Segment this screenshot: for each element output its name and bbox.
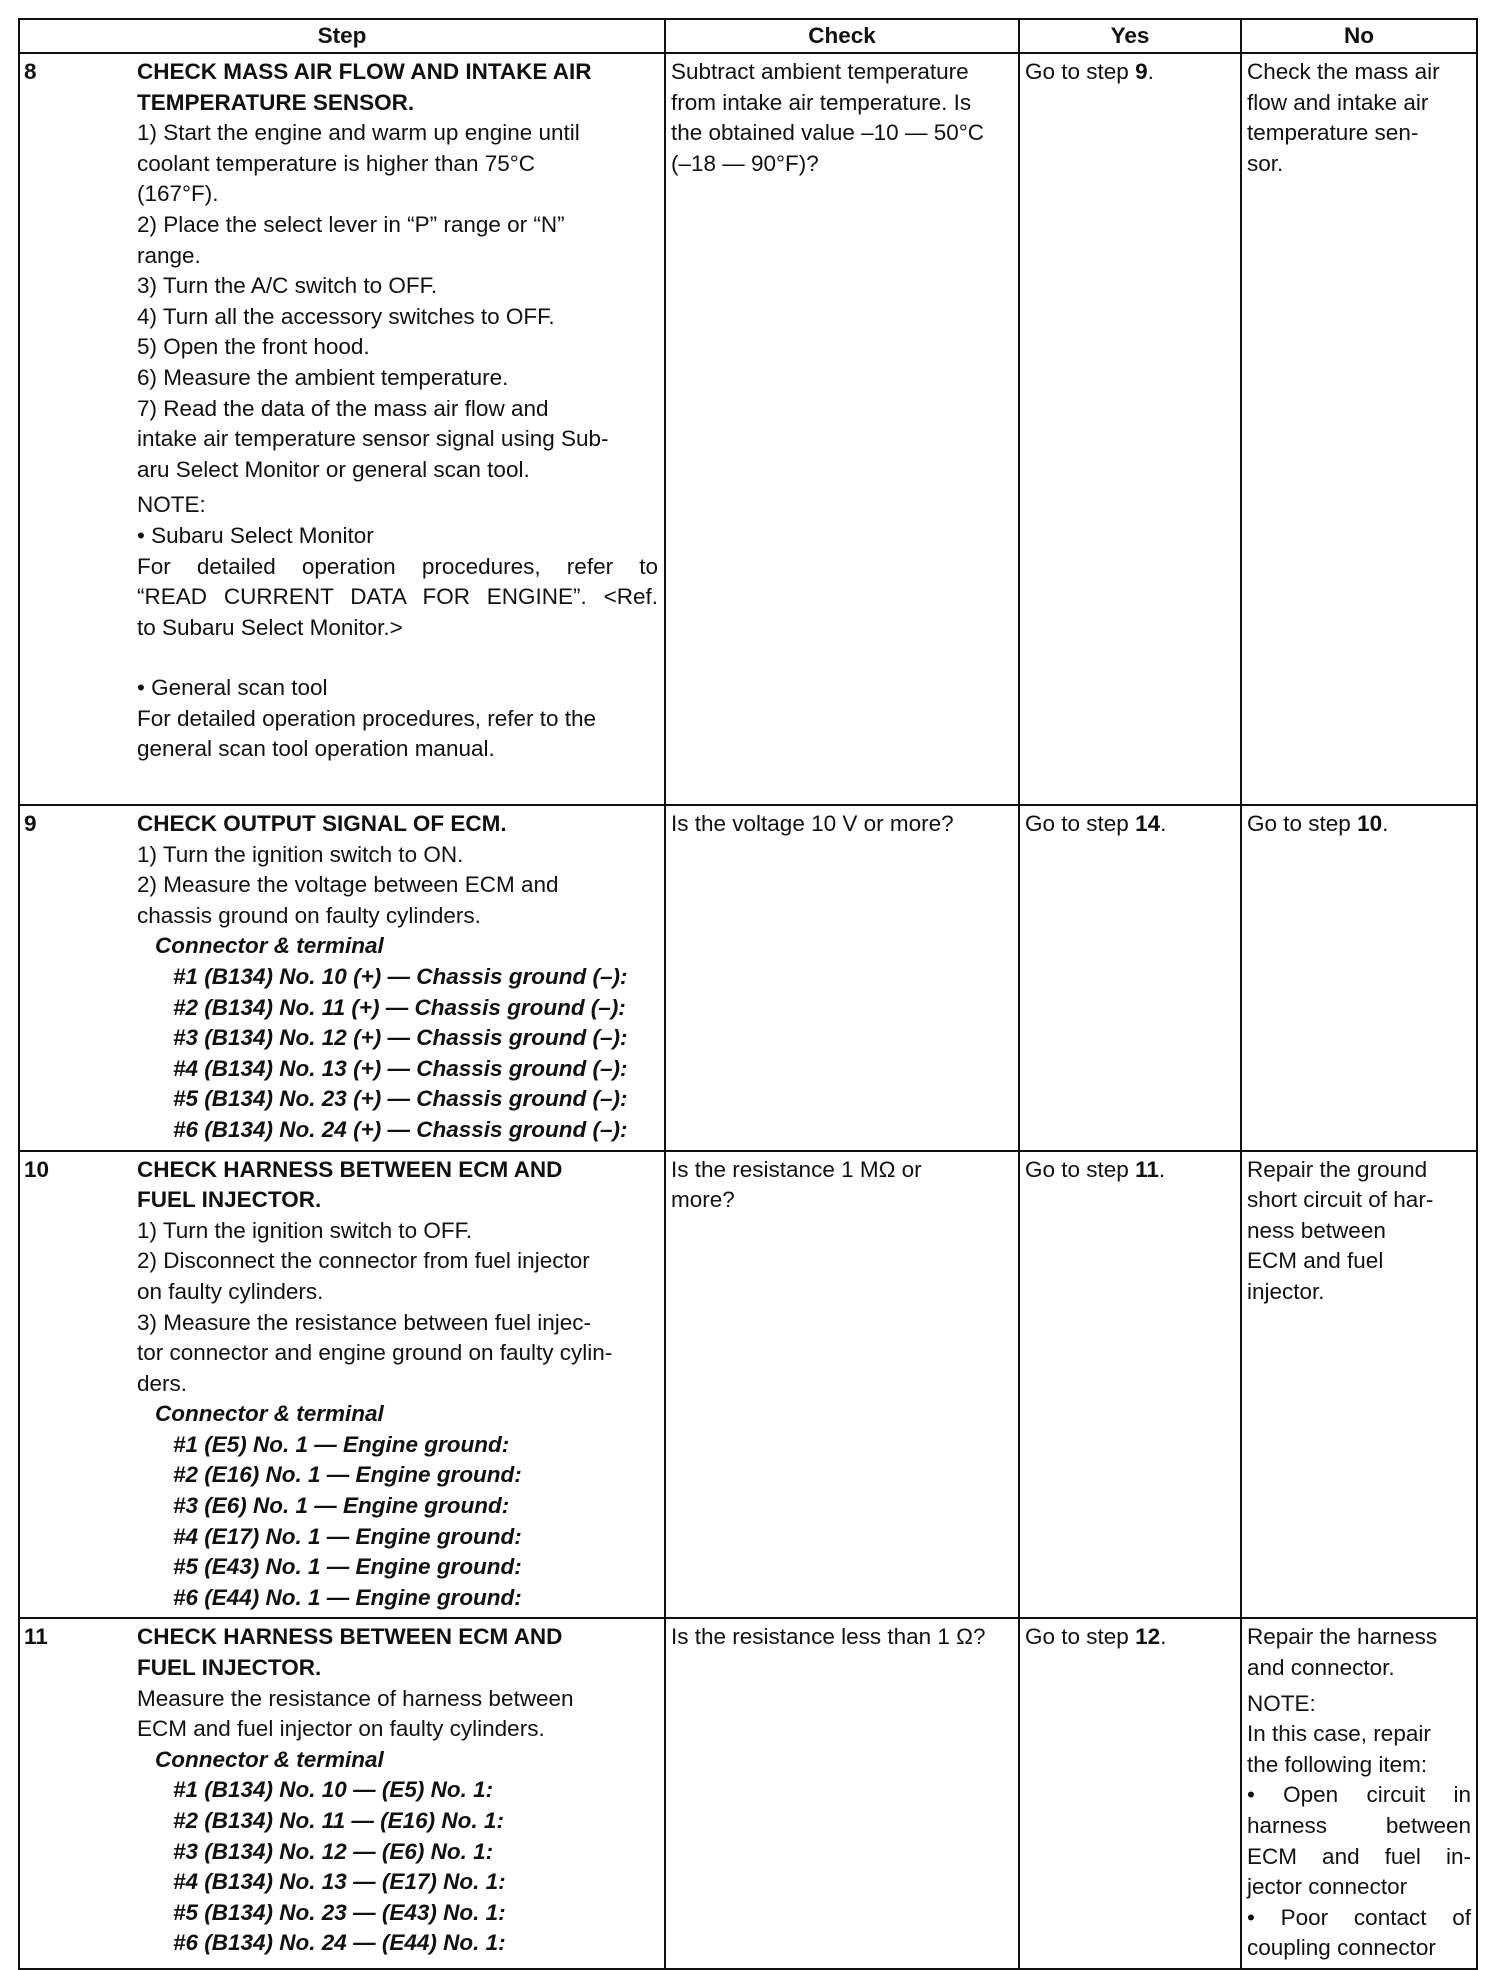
step-instruction: Measure the resistance of harness between xyxy=(137,1685,574,1711)
table-row-step-9 xyxy=(19,805,1477,1151)
no-text: Repair the harness xyxy=(1247,1624,1438,1650)
yes-step-link[interactable]: 14 xyxy=(1135,811,1161,836)
step-instruction: 5) Open the front hood. xyxy=(137,334,370,360)
step-cell xyxy=(19,1618,665,1969)
connector-terminal: #4 (B134) No. 13 (+) — Chassis ground (–): xyxy=(173,1055,628,1081)
connector-terminal: #3 (B134) No. 12 — (E6) No. 1: xyxy=(173,1838,494,1864)
yes-cell xyxy=(1019,53,1241,805)
step-instruction: 1) Turn the ignition switch to OFF. xyxy=(137,1217,473,1243)
check-cell xyxy=(665,1151,1019,1619)
note-bullet: • General scan tool xyxy=(137,675,328,701)
yes-step-link[interactable]: 11 xyxy=(1135,1156,1159,1182)
diagnostic-table xyxy=(18,18,1478,1970)
no-note-text: • Open circuit in xyxy=(1247,1782,1471,1808)
no-text: flow and intake air xyxy=(1247,89,1429,115)
no-text: ECM and fuel xyxy=(1247,1248,1384,1274)
step-number: 11 xyxy=(24,1624,48,1650)
header-no: No xyxy=(1241,19,1477,53)
check-text: (–18 — 90°F)? xyxy=(671,150,819,176)
spacer xyxy=(137,643,658,673)
step-body xyxy=(137,54,664,769)
step-instruction: 6) Measure the ambient temperature. xyxy=(137,364,509,390)
yes-step-link[interactable]: 9 xyxy=(1135,59,1148,84)
step-instruction: 1) Turn the ignition switch to ON. xyxy=(137,841,464,867)
step-number: 8 xyxy=(24,59,37,84)
step-instruction: ECM and fuel injector on faulty cylinders. xyxy=(137,1716,545,1742)
step-instruction: aru Select Monitor or general scan tool. xyxy=(137,456,530,482)
no-note-text: jector connector xyxy=(1247,1874,1408,1900)
step-title: CHECK HARNESS BETWEEN ECM AND xyxy=(137,1624,563,1650)
check-text: Subtract ambient temperature xyxy=(671,59,969,84)
connector-terminal: #2 (B134) No. 11 — (E16) No. 1: xyxy=(173,1808,504,1833)
step-instruction: 3) Turn the A/C switch to OFF. xyxy=(137,273,438,299)
step-instruction: chassis ground on faulty cylinders. xyxy=(137,902,481,928)
step-instruction: intake air temperature sensor signal using Sub- xyxy=(137,426,609,452)
no-note-text: the following item: xyxy=(1247,1751,1428,1777)
yes-suffix: . xyxy=(1158,1156,1166,1182)
connector-terminal: #2 (B134) No. 11 (+) — Chassis ground (–): xyxy=(173,994,626,1020)
step-title: CHECK HARNESS BETWEEN ECM AND xyxy=(137,1156,563,1182)
yes-suffix: . xyxy=(1147,59,1154,84)
no-text: ness between xyxy=(1247,1217,1386,1243)
step-body xyxy=(137,1152,664,1618)
no-note-text: coupling connector xyxy=(1247,1935,1436,1961)
note-detail: For detailed operation procedures, refer to xyxy=(137,553,658,579)
yes-suffix: . xyxy=(1160,811,1167,836)
step-title: CHECK MASS AIR FLOW AND INTAKE AIR xyxy=(137,59,592,84)
step-title: FUEL INJECTOR. xyxy=(137,1187,322,1213)
connector-terminal: #1 (B134) No. 10 (+) — Chassis ground (–): xyxy=(173,963,628,989)
note-detail: “READ CURRENT DATA FOR ENGINE”. <Ref. xyxy=(137,584,658,610)
connector-terminal: #1 (B134) No. 10 — (E5) No. 1: xyxy=(173,1777,494,1803)
no-cell xyxy=(1241,805,1477,1151)
no-text: short circuit of har- xyxy=(1247,1187,1434,1213)
table-row-step-8 xyxy=(19,53,1477,805)
step-number: 9 xyxy=(24,811,37,836)
connector-terminal: #3 (B134) No. 12 (+) — Chassis ground (–): xyxy=(173,1025,628,1051)
step-instruction: ders. xyxy=(137,1370,188,1396)
connector-terminal: #1 (E5) No. 1 — Engine ground: xyxy=(173,1431,510,1457)
yes-suffix: . xyxy=(1160,1624,1167,1650)
header-check: Check xyxy=(665,19,1019,53)
no-cell xyxy=(1241,53,1477,805)
header-step: Step xyxy=(19,19,665,53)
step-title: FUEL INJECTOR. xyxy=(137,1655,322,1681)
connector-terminal: #6 (B134) No. 24 (+) — Chassis ground (–): xyxy=(173,1116,628,1142)
connector-terminal: #6 (B134) No. 24 — (E44) No. 1: xyxy=(173,1930,506,1956)
check-text: Is the resistance less than 1 Ω? xyxy=(671,1624,986,1650)
step-instruction: 2) Place the select lever in “P” range or “N” xyxy=(137,211,565,237)
note-detail: general scan tool operation manual. xyxy=(137,736,495,762)
no-text: Check the mass air xyxy=(1247,59,1440,84)
no-note-text: In this case, repair xyxy=(1247,1721,1431,1747)
check-text: Is the resistance 1 MΩ or xyxy=(671,1156,922,1182)
check-cell xyxy=(665,53,1019,805)
yes-cell xyxy=(1019,1151,1241,1619)
step-instruction: 2) Disconnect the connector from fuel injector xyxy=(137,1248,590,1274)
no-text: injector. xyxy=(1247,1278,1325,1304)
no-suffix: . xyxy=(1382,811,1389,836)
step-cell xyxy=(19,1151,665,1619)
no-step-link[interactable]: 10 xyxy=(1357,811,1383,836)
yes-step-link[interactable]: 12 xyxy=(1135,1624,1161,1650)
check-text: the obtained value –10 — 50°C xyxy=(671,120,984,146)
step-title: CHECK OUTPUT SIGNAL OF ECM. xyxy=(137,811,507,836)
table-row-step-11 xyxy=(19,1618,1477,1969)
yes-text: Go to step xyxy=(1025,59,1136,84)
no-note-label: NOTE: xyxy=(1247,1690,1316,1716)
step-instruction: coolant temperature is higher than 75°C xyxy=(137,150,535,176)
step-body xyxy=(137,1619,664,1963)
no-text: Repair the ground xyxy=(1247,1156,1428,1182)
header-row xyxy=(19,19,1477,53)
no-text: temperature sen- xyxy=(1247,120,1419,146)
step-instruction: 2) Measure the voltage between ECM and xyxy=(137,872,559,898)
check-text: Is the voltage 10 V or more? xyxy=(671,811,954,836)
check-cell xyxy=(665,1618,1019,1969)
step-instruction: 7) Read the data of the mass air flow and xyxy=(137,395,549,421)
yes-text: Go to step xyxy=(1025,1156,1136,1182)
step-instruction: tor connector and engine ground on faulty cylin- xyxy=(137,1340,613,1366)
step-cell xyxy=(19,53,665,805)
note-bullet: • Subaru Select Monitor xyxy=(137,522,374,548)
yes-text: Go to step xyxy=(1025,1624,1136,1650)
connector-terminal: #4 (E17) No. 1 — Engine ground: xyxy=(173,1523,522,1549)
no-cell xyxy=(1241,1618,1477,1969)
no-text: and connector. xyxy=(1247,1655,1395,1681)
no-cell xyxy=(1241,1151,1477,1619)
no-text: Go to step xyxy=(1247,811,1358,836)
step-instruction: (167°F). xyxy=(137,181,219,207)
connector-heading: Connector & terminal xyxy=(155,1401,384,1427)
step-number: 10 xyxy=(24,1156,50,1182)
connector-terminal: #5 (B134) No. 23 (+) — Chassis ground (–): xyxy=(173,1086,628,1112)
step-body xyxy=(137,806,664,1150)
note-detail: to Subaru Select Monitor.> xyxy=(137,614,403,640)
connector-terminal: #4 (B134) No. 13 — (E17) No. 1: xyxy=(173,1869,506,1895)
step-instruction: 4) Turn all the accessory switches to OFF. xyxy=(137,303,555,329)
header-yes: Yes xyxy=(1019,19,1241,53)
no-note-text: ECM and fuel in- xyxy=(1247,1843,1471,1869)
step-instruction: 3) Measure the resistance between fuel injec- xyxy=(137,1309,591,1335)
step-title: TEMPERATURE SENSOR. xyxy=(137,89,415,115)
step-cell xyxy=(19,805,665,1151)
yes-cell xyxy=(1019,1618,1241,1969)
check-cell xyxy=(665,805,1019,1151)
step-instruction: range. xyxy=(137,242,201,268)
step-instruction: 1) Start the engine and warm up engine until xyxy=(137,120,580,146)
no-note-text: harness between xyxy=(1247,1813,1471,1838)
connector-heading: Connector & terminal xyxy=(155,933,384,959)
connector-heading: Connector & terminal xyxy=(155,1746,384,1772)
no-note-text: • Poor contact of xyxy=(1247,1904,1471,1930)
check-text: from intake air temperature. Is xyxy=(671,89,972,115)
note-label: NOTE: xyxy=(137,492,206,518)
connector-terminal: #6 (E44) No. 1 — Engine ground: xyxy=(173,1584,522,1610)
no-text: sor. xyxy=(1247,150,1284,176)
connector-terminal: #3 (E6) No. 1 — Engine ground: xyxy=(173,1493,510,1519)
connector-terminal: #2 (E16) No. 1 — Engine ground: xyxy=(173,1462,522,1488)
table-row-step-10 xyxy=(19,1151,1477,1619)
note-detail: For detailed operation procedures, refer to the xyxy=(137,705,597,731)
yes-text: Go to step xyxy=(1025,811,1136,836)
connector-terminal: #5 (E43) No. 1 — Engine ground: xyxy=(173,1554,522,1580)
connector-terminal: #5 (B134) No. 23 — (E43) No. 1: xyxy=(173,1899,506,1925)
check-text: more? xyxy=(671,1187,735,1213)
yes-cell xyxy=(1019,805,1241,1151)
diagnostic-page xyxy=(18,18,1476,1970)
step-instruction: on faulty cylinders. xyxy=(137,1278,324,1304)
